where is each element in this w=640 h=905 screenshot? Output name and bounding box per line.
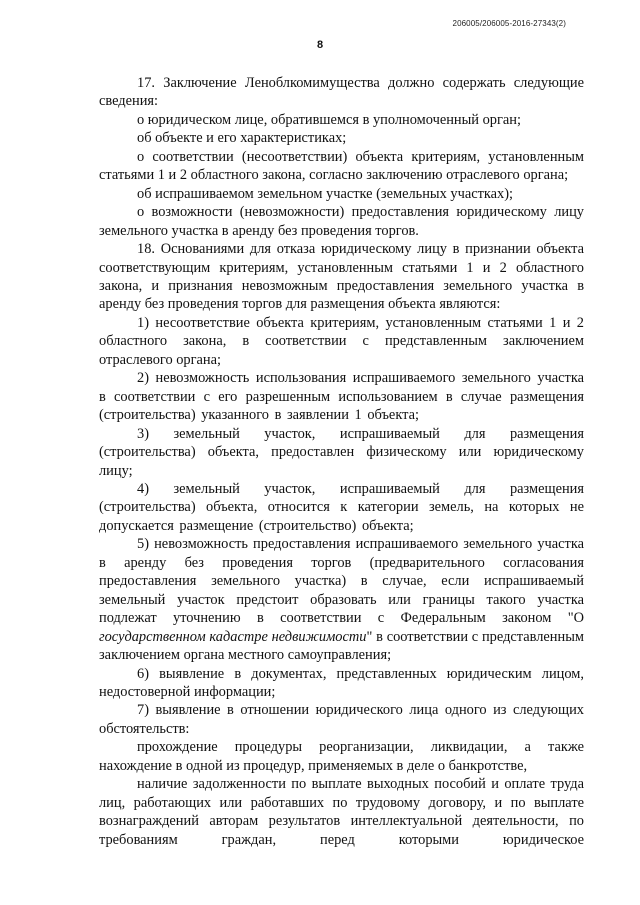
paragraph-object-info: об объекте и его характеристиках; bbox=[137, 130, 347, 147]
paragraph-possibility-info: о возможности (невозможности) предоставления юридическому лицу земельного участка в аренду без проведения торгов. bbox=[99, 204, 584, 239]
paragraph-debt: наличие задолженности по выплате выходных пособий и оплате труда лиц, работающих или работавших по трудовому договору, и по выплате вознаграждений авторам результатов интеллектуальной деятельности, по требованиям граждан, перед которыми юридическое bbox=[99, 776, 584, 848]
paragraph-17: 17. Заключение Леноблкомимущества должно содержать следующие сведения: bbox=[99, 75, 584, 110]
paragraph-18-item-3: 3) земельный участок, испрашиваемый для размещения (строительства) объекта, предоставлен физическому или юридическому лицу; bbox=[99, 425, 584, 479]
paragraph-18-item-5-part-1: 5) невозможность предоставления испрашиваемого земельного участка в аренду без проведения торгов (предварительного согласования предоставления земельного участка) в случае, если испрашиваемый земельный участок предстоит образовать или границы такого участка подлежат уточнению в соответствии с Федеральным законом "О bbox=[99, 536, 584, 627]
document-body bbox=[99, 74, 584, 849]
paragraph-compliance-info: о соответствии (несоответствии) объекта критериям, установленным статьями 1 и 2 областного закона, согласно заключению отраслевого органа; bbox=[99, 148, 584, 184]
paragraph-18-item-5-law-title: государственном кадастре недвижимости bbox=[99, 628, 367, 645]
paragraph-18-item-6: 6) выявление в документах, представленных юридическим лицом, недостоверной информации; bbox=[99, 665, 584, 700]
paragraph-18: 18. Основаниями для отказа юридическому лицу в признании объекта соответствующим критериям, установленным статьями 1 и 2 областного закона, и признания невозможным предоставления земельного участка в аренду без проведения торгов для размещения объекта являются: bbox=[99, 241, 584, 313]
paragraph-land-plot-info: об испрашиваемом земельном участке (земельных участках); bbox=[137, 185, 514, 202]
paragraph-18-item-2: 2) невозможность использования испрашиваемого земельного участка в соответствии с его разрешенным использованием в случае размещения (строительства) указанного в заявлении 1 объекта; bbox=[99, 370, 584, 424]
paragraph-18-item-5 bbox=[99, 535, 584, 664]
paragraph-18-item-7: 7) выявление в отношении юридического лица одного из следующих обстоятельств: bbox=[99, 702, 584, 737]
paragraph-18-item-5-part-2: " в соответствии с представленным заключением органа местного самоуправления; bbox=[99, 628, 584, 664]
paragraph-18-item-4: 4) земельный участок, испрашиваемый для размещения (строительства) объекта, относится к категории земель, на которых не допускается размещение (строительство) объекта; bbox=[99, 480, 584, 534]
paragraph-18-item-1: 1) несоответствие объекта критериям, установленным статьями 1 и 2 областного закона, в соответствии с представленным заключением отраслевого органа; bbox=[99, 314, 584, 368]
page-number: 8 bbox=[316, 39, 324, 51]
paragraph-legal-entity-info: о юридическом лице, обратившемся в уполномоченный орган; bbox=[137, 111, 521, 128]
paragraph-reorganization: прохождение процедуры реорганизации, ликвидации, а также нахождение в одной из процедур, применяемых в деле о банкротстве, bbox=[99, 739, 584, 774]
document-id: 206005/206005-2016-27343(2) bbox=[452, 19, 566, 28]
